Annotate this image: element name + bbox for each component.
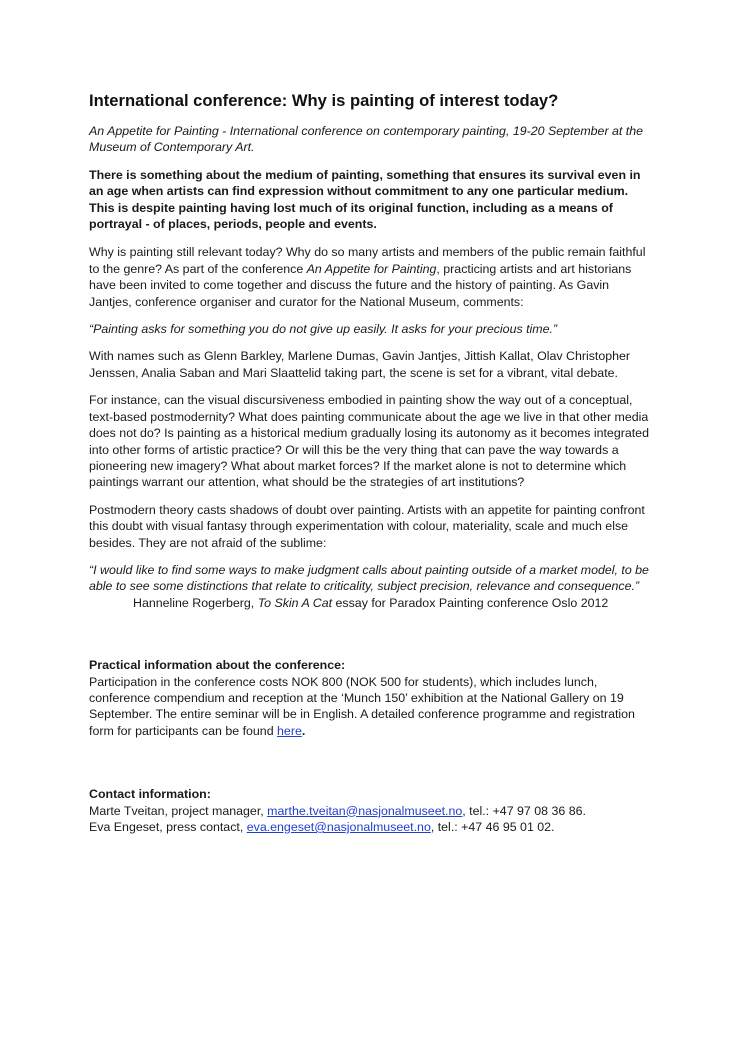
quote-attribution <box>89 595 655 611</box>
contact-section <box>89 786 655 835</box>
quote-rogerberg: “I would like to find some ways to make judgment calls about painting outside of a market model, to be able to see some distinctions that relate to criticality, subject precision, relevance and consequence.” <box>89 562 649 594</box>
attribution-author: Hanneline Rogerberg, <box>133 595 258 610</box>
programme-link[interactable]: here <box>277 723 302 738</box>
quote-jantjes: “Painting asks for something you do not give up easily. It asks for your precious time.” <box>89 322 558 337</box>
paragraph-participants: With names such as Glenn Barkley, Marlene Dumas, Gavin Jantjes, Jittish Kallat, Olav Christopher Jenssen, Analia Saban and Mari Slaattelid taking part, the scene is set for a vibrant, vital debate. <box>89 349 631 380</box>
paragraph-questions: For instance, can the visual discursiveness embodied in painting show the way out of a conceptual, text-based postmodernity? What does painting communicate about the age we live in that other media does not do? Is painting as a historical medium gradually losing its autonomy as it becomes integrated into other forms of artistic practice? Or will this be the very thing that can pave the way towards a pioneering new imagery? What about market forces? If the market alone is not to determine which paintings warrant our attention, what should be the strategies of art institutions? <box>89 393 649 490</box>
contact-phone: , tel.: +47 97 08 36 86. <box>462 803 586 818</box>
contact-line <box>89 819 655 835</box>
practical-info-section <box>89 657 655 739</box>
email-link[interactable]: eva.engeset@nasjonalmuseet.no <box>246 820 431 834</box>
paragraph-intro-start: Why is painting still relevant today? Why do so many artists and members of the public remain faithful to the genre? As part of the conference <box>89 245 646 276</box>
subtitle: An Appetite for Painting - International conference on contemporary painting, 19-20 September at the Museum of Contemporary Art. <box>89 124 644 155</box>
attribution-rest: essay for Paradox Painting conference Oslo 2012 <box>332 595 609 610</box>
paragraph-intro <box>89 244 655 310</box>
paragraph-theory: Postmodern theory casts shadows of doubt over painting. Artists with an appetite for painting confront this doubt with visual fantasy through experimentation with colour, materiality, scale and much else besides. They are not afraid of the sublime: <box>89 502 645 550</box>
document-page <box>89 90 655 835</box>
practical-info-period: . <box>301 723 306 738</box>
lead-paragraph: There is something about the medium of painting, something that ensures its survival even in an age when artists can find expression without commitment to any one particular medium. This is despite painting having lost much of its original function, including as a means of portrayal - of places, periods, people and events. <box>89 167 641 232</box>
page-title: International conference: Why is painting of interest today? <box>89 91 559 110</box>
contact-heading: Contact information: <box>89 787 211 802</box>
practical-info-text <box>89 674 655 740</box>
contact-line <box>89 803 655 819</box>
contact-name: Eva Engeset, press contact, <box>89 820 247 834</box>
attribution-work: To Skin A Cat <box>257 595 333 610</box>
conference-name: An Appetite for Painting <box>306 261 437 276</box>
email-link[interactable]: marthe.tveitan@nasjonalmuseet.no <box>267 803 463 818</box>
paragraph-intro-end: , practicing artists and art historians have been invited to come together and discuss the future and the history of painting. As Gavin Jantjes, conference organiser and curator for the National Museum, comments: <box>89 261 632 309</box>
spacer <box>89 611 655 657</box>
practical-info-body: Participation in the conference costs NOK 800 (NOK 500 for students), which includes lunch, conference compendium and reception at the ‘Munch 150’ exhibition at the National Gallery on 19 September. The entire seminar will be in English. A detailed conference programme and registration form for participants can be found <box>89 674 635 738</box>
contact-name: Marte Tveitan, project manager, <box>89 803 268 818</box>
contact-phone: , tel.: +47 46 95 01 02. <box>430 820 555 834</box>
practical-info-heading: Practical information about the conference: <box>89 658 346 673</box>
spacer <box>89 739 655 786</box>
